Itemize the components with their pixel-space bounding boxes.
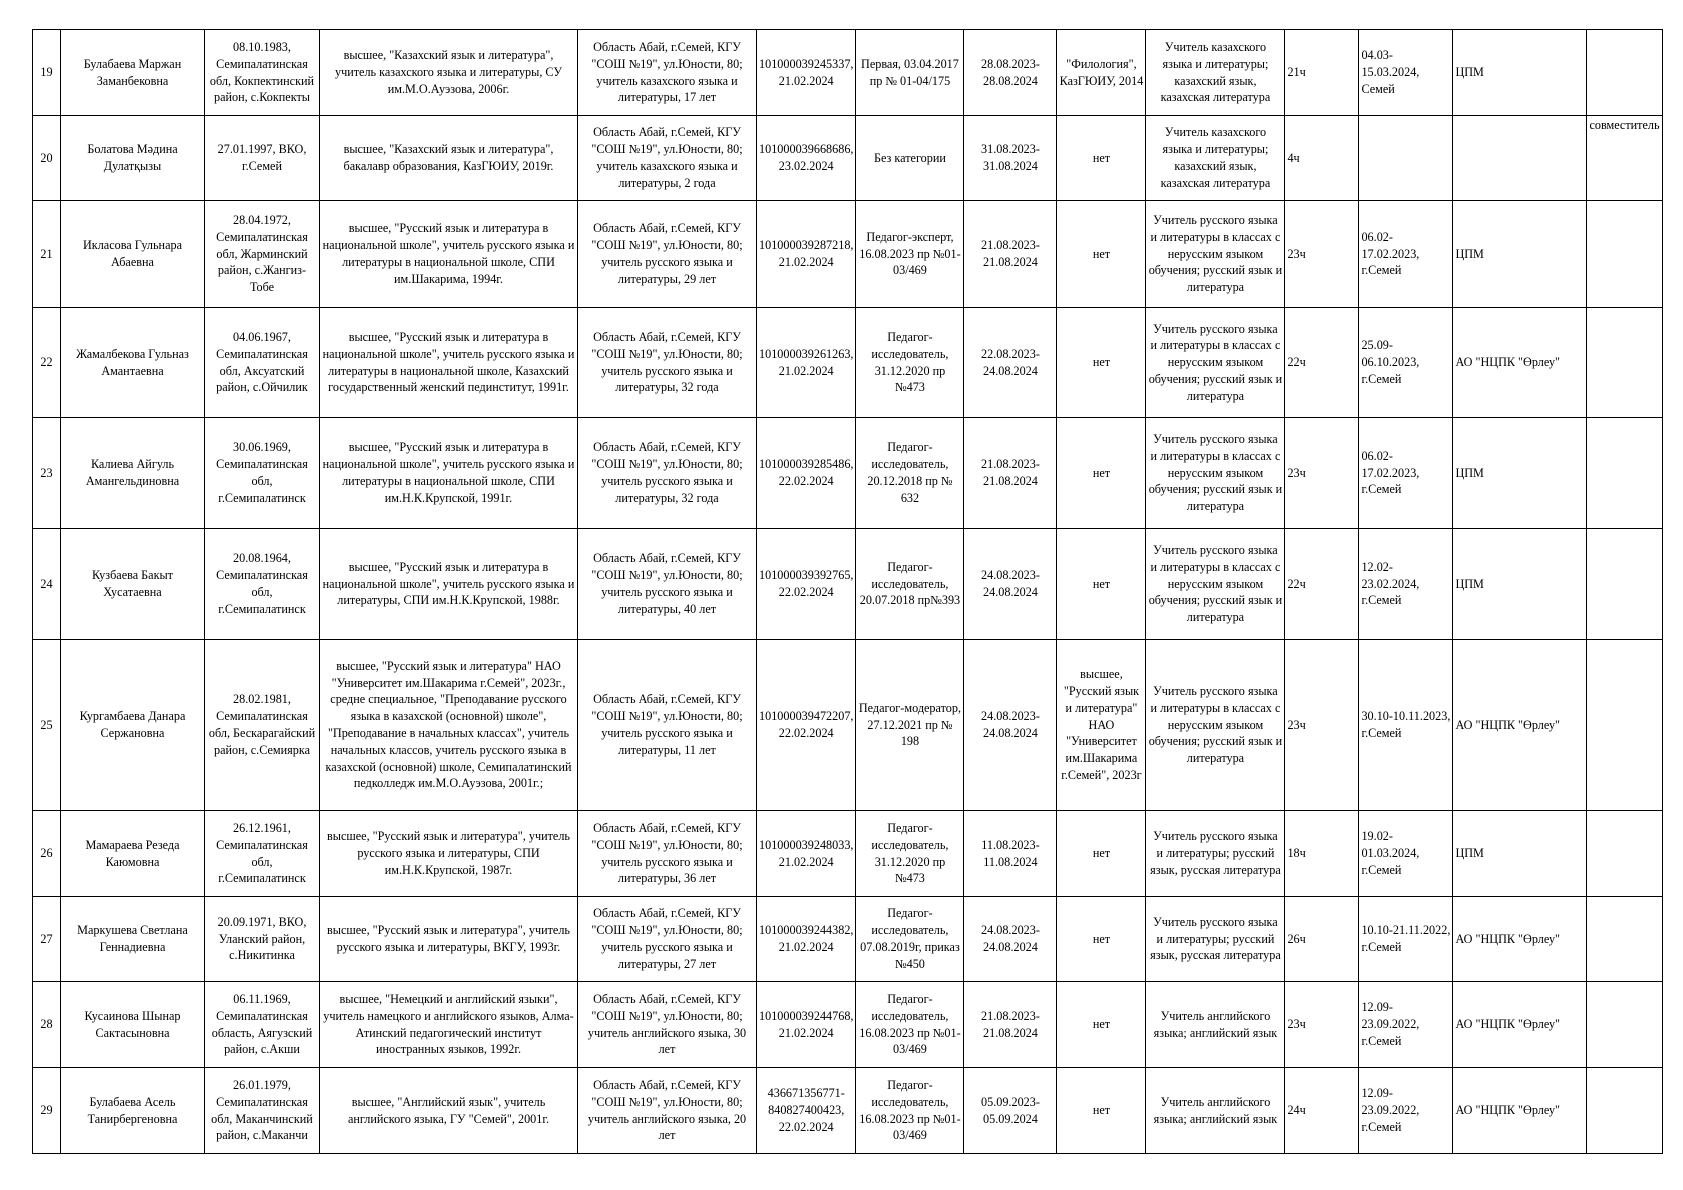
teaching-hours: 22ч (1285, 308, 1359, 418)
table-row (33, 201, 1663, 308)
birth-date-place: 20.09.1971, ВКО, Уланский район, с.Никитинка (205, 897, 320, 982)
table-row (33, 529, 1663, 640)
teaching-hours: 21ч (1285, 30, 1359, 116)
validity-period: 21.08.2023-21.08.2024 (964, 201, 1057, 308)
education: высшее, "Русский язык и литература в национальной школе", учитель русского языка и литературы в национальной школе, СПИ им.Шакарима, 1994г. (320, 201, 578, 308)
workplace: Область Абай, г.Семей, КГУ "СОШ №19", ул.Юности, 80; учитель английского языка, 20 лет (578, 1068, 757, 1154)
teacher-name: Икласова Гульнара Абаевна (61, 201, 205, 308)
course-dates: 19.02-01.03.2024, г.Семей (1359, 811, 1453, 897)
validity-period: 24.08.2023-24.08.2024 (964, 529, 1057, 640)
course-dates: 06.02-17.02.2023, г.Семей (1359, 418, 1453, 529)
note (1587, 640, 1662, 811)
validity-period: 28.08.2023-28.08.2024 (964, 30, 1057, 116)
second-education: "Филология", КазГЮИУ, 2014 (1057, 30, 1146, 116)
qualification-category: Педагог-модератор, 27.12.2021 пр № 198 (856, 640, 964, 811)
row-number: 20 (33, 116, 61, 201)
second-education: нет (1057, 529, 1146, 640)
workplace: Область Абай, г.Семей, КГУ "СОШ №19", ул.Юности, 80; учитель русского языка и литературы, 11 лет (578, 640, 757, 811)
course-dates: 12.09-23.09.2022, г.Семей (1359, 982, 1453, 1068)
note (1587, 308, 1662, 418)
row-number: 29 (33, 1068, 61, 1154)
birth-date-place: 28.04.1972, Семипалатинская обл, Жарминский район, с.Жангиз-Тобе (205, 201, 320, 308)
note: совместитель (1587, 116, 1662, 201)
validity-period: 11.08.2023-11.08.2024 (964, 811, 1057, 897)
second-education: нет (1057, 116, 1146, 201)
table-row (33, 308, 1663, 418)
note (1587, 1068, 1662, 1154)
table-row (33, 640, 1663, 811)
validity-period: 22.08.2023-24.08.2024 (964, 308, 1057, 418)
subject-taught: Учитель русского языка и литературы в классах с нерусским языком обучения; русский язык и литература (1146, 201, 1285, 308)
row-number: 21 (33, 201, 61, 308)
note (1587, 201, 1662, 308)
table-row (33, 418, 1663, 529)
teacher-name: Булабаева Асель Танирбергеновна (61, 1068, 205, 1154)
education: высшее, "Немецкий и английский языки", учитель намецкого и английского языков, Алма-Атинский педагогический институт иностранных языков, 1992г. (320, 982, 578, 1068)
document-number: 101000039245337, 21.02.2024 (757, 30, 856, 116)
workplace: Область Абай, г.Семей, КГУ "СОШ №19", ул.Юности, 80; учитель русского языка и литературы, 36 лет (578, 811, 757, 897)
validity-period: 21.08.2023-21.08.2024 (964, 982, 1057, 1068)
course-dates: 25.09-06.10.2023, г.Семей (1359, 308, 1453, 418)
document-number: 101000039261263, 21.02.2024 (757, 308, 856, 418)
teacher-name: Жамалбекова Гульназ Амантаевна (61, 308, 205, 418)
subject-taught: Учитель английского языка; английский язык (1146, 1068, 1285, 1154)
second-education: нет (1057, 982, 1146, 1068)
course-dates: 04.03-15.03.2024, Семей (1359, 30, 1453, 116)
workplace: Область Абай, г.Семей, КГУ "СОШ №19", ул.Юности, 80; учитель казахского языка и литературы, 2 года (578, 116, 757, 201)
table-row (33, 1068, 1663, 1154)
teacher-name: Маркушева Светлана Геннадиевна (61, 897, 205, 982)
second-education: нет (1057, 201, 1146, 308)
validity-period: 24.08.2023-24.08.2024 (964, 640, 1057, 811)
teaching-hours: 23ч (1285, 982, 1359, 1068)
education: высшее, "Русский язык и литература", учитель русского языка и литературы, СПИ им.Н.К.Крупской, 1987г. (320, 811, 578, 897)
teacher-name: Булабаева Маржан Заманбековна (61, 30, 205, 116)
course-dates (1359, 116, 1453, 201)
workplace: Область Абай, г.Семей, КГУ "СОШ №19", ул.Юности, 80; учитель русского языка и литературы, 40 лет (578, 529, 757, 640)
course-organization: ЦПМ (1453, 418, 1587, 529)
row-number: 26 (33, 811, 61, 897)
row-number: 23 (33, 418, 61, 529)
row-number: 22 (33, 308, 61, 418)
workplace: Область Абай, г.Семей, КГУ "СОШ №19", ул.Юности, 80; учитель русского языка и литературы, 32 года (578, 308, 757, 418)
second-education: нет (1057, 811, 1146, 897)
second-education: нет (1057, 308, 1146, 418)
education: высшее, "Русский язык и литература в национальной школе", учитель русского языка и литературы в национальной школе, Казахский государственный женский пединститут, 1991г. (320, 308, 578, 418)
table-row (33, 897, 1663, 982)
qualification-category: Без категории (856, 116, 964, 201)
workplace: Область Абай, г.Семей, КГУ "СОШ №19", ул.Юности, 80; учитель русского языка и литературы, 32 года (578, 418, 757, 529)
row-number: 25 (33, 640, 61, 811)
document-number: 436671356771-840827400423, 22.02.2024 (757, 1068, 856, 1154)
birth-date-place: 26.12.1961, Семипалатинская обл, г.Семипалатинск (205, 811, 320, 897)
qualification-category: Педагог-исследователь, 20.07.2018 пр№393 (856, 529, 964, 640)
table-row (33, 811, 1663, 897)
second-education: нет (1057, 1068, 1146, 1154)
teaching-hours: 18ч (1285, 811, 1359, 897)
education: высшее, "Казахский язык и литература", бакалавр образования, КазГЮИУ, 2019г. (320, 116, 578, 201)
table-row (33, 982, 1663, 1068)
birth-date-place: 26.01.1979, Семипалатинская обл, Маканчинский район, с.Маканчи (205, 1068, 320, 1154)
subject-taught: Учитель русского языка и литературы в классах с нерусским языком обучения; русский язык и литература (1146, 418, 1285, 529)
course-organization (1453, 116, 1587, 201)
teacher-name: Кузбаева Бакыт Хусатаевна (61, 529, 205, 640)
teacher-name: Болатова Мәдина Дулатқызы (61, 116, 205, 201)
course-dates: 06.02-17.02.2023, г.Семей (1359, 201, 1453, 308)
birth-date-place: 27.01.1997, ВКО, г.Семей (205, 116, 320, 201)
workplace: Область Абай, г.Семей, КГУ "СОШ №19", ул.Юности, 80; учитель русского языка и литературы, 29 лет (578, 201, 757, 308)
table-row (33, 116, 1663, 201)
document-number: 101000039668686, 23.02.2024 (757, 116, 856, 201)
course-organization: АО "НЦПК "Өрлеу" (1453, 308, 1587, 418)
teacher-name: Мамараева Резеда Каюмовна (61, 811, 205, 897)
row-number: 28 (33, 982, 61, 1068)
document-number: 101000039244768, 21.02.2024 (757, 982, 856, 1068)
qualification-category: Педагог-исследователь, 16.08.2023 пр №01-03/469 (856, 982, 964, 1068)
course-dates: 12.09-23.09.2022, г.Семей (1359, 1068, 1453, 1154)
education: высшее, "Русский язык и литература" НАО "Университет им.Шакарима г.Семей", 2023г., средне специальное, "Преподавание русского языка в казахской (основной) школе", "Преподавание в начальных классах", учитель начальных классов, учитель русского языка в казахской (основной) школе, Семипалатинский педколледж им.М.О.Ауэзова, 2001г.; (320, 640, 578, 811)
birth-date-place: 28.02.1981, Семипалатинская обл, Бескарагайский район, с.Семиярка (205, 640, 320, 811)
birth-date-place: 08.10.1983, Семипалатинская обл, Кокпектинский район, с.Кокпекты (205, 30, 320, 116)
course-organization: ЦПМ (1453, 529, 1587, 640)
document-number: 101000039472207, 22.02.2024 (757, 640, 856, 811)
note (1587, 897, 1662, 982)
qualification-category: Педагог-исследователь, 20.12.2018 пр № 632 (856, 418, 964, 529)
second-education: нет (1057, 897, 1146, 982)
subject-taught: Учитель английского языка; английский язык (1146, 982, 1285, 1068)
teaching-hours: 4ч (1285, 116, 1359, 201)
note (1587, 30, 1662, 116)
birth-date-place: 04.06.1967, Семипалатинская обл, Аксуатский район, с.Ойчилик (205, 308, 320, 418)
validity-period: 21.08.2023-21.08.2024 (964, 418, 1057, 529)
education: высшее, "Русский язык и литература в национальной школе", учитель русского языка и литературы, СПИ им.Н.К.Крупской, 1988г. (320, 529, 578, 640)
teaching-hours: 24ч (1285, 1068, 1359, 1154)
teacher-name: Калиева Айгуль Амангельдиновна (61, 418, 205, 529)
teaching-hours: 26ч (1285, 897, 1359, 982)
course-organization: АО "НЦПК "Өрлеу" (1453, 1068, 1587, 1154)
subject-taught: Учитель казахского языка и литературы; казахский язык, казахская литература (1146, 116, 1285, 201)
qualification-category: Педагог-исследователь, 31.12.2020 пр №473 (856, 811, 964, 897)
validity-period: 05.09.2023-05.09.2024 (964, 1068, 1057, 1154)
teacher-name: Кусаинова Шынар Сактасыновна (61, 982, 205, 1068)
row-number: 27 (33, 897, 61, 982)
course-dates: 12.02-23.02.2024, г.Семей (1359, 529, 1453, 640)
row-number: 24 (33, 529, 61, 640)
education: высшее, "Английский язык", учитель английского языка, ГУ "Семей", 2001г. (320, 1068, 578, 1154)
birth-date-place: 06.11.1969, Семипалатинская область, Аягузский район, с.Акши (205, 982, 320, 1068)
course-organization: ЦПМ (1453, 30, 1587, 116)
course-organization: ЦПМ (1453, 201, 1587, 308)
subject-taught: Учитель русского языка и литературы; русский язык, русская литература (1146, 811, 1285, 897)
note (1587, 529, 1662, 640)
validity-period: 24.08.2023-24.08.2024 (964, 897, 1057, 982)
education: высшее, "Русский язык и литература", учитель русского языка и литературы, ВКГУ, 1993г. (320, 897, 578, 982)
qualification-category: Педагог-исследователь, 16.08.2023 пр №01-03/469 (856, 1068, 964, 1154)
course-organization: АО "НЦПК "Өрлеу" (1453, 982, 1587, 1068)
document-number: 101000039392765, 22.02.2024 (757, 529, 856, 640)
qualification-category: Педагог-исследователь, 07.08.2019г, приказ №450 (856, 897, 964, 982)
validity-period: 31.08.2023-31.08.2024 (964, 116, 1057, 201)
workplace: Область Абай, г.Семей, КГУ "СОШ №19", ул.Юности, 80; учитель русского языка и литературы, 27 лет (578, 897, 757, 982)
teacher-name: Кургамбаева Данара Сержановна (61, 640, 205, 811)
note (1587, 418, 1662, 529)
teaching-hours: 23ч (1285, 640, 1359, 811)
qualification-category: Педагог-эксперт, 16.08.2023 пр №01-03/469 (856, 201, 964, 308)
course-organization: ЦПМ (1453, 811, 1587, 897)
education: высшее, "Казахский язык и литература", учитель казахского языка и литературы, СУ им.М.О.Ауэзова, 2006г. (320, 30, 578, 116)
birth-date-place: 30.06.1969, Семипалатинская обл, г.Семипалатинск (205, 418, 320, 529)
course-dates: 10.10-21.11.2022, г.Семей (1359, 897, 1453, 982)
subject-taught: Учитель русского языка и литературы в классах с нерусским языком обучения; русский язык и литература (1146, 640, 1285, 811)
document-number: 101000039244382, 21.02.2024 (757, 897, 856, 982)
workplace: Область Абай, г.Семей, КГУ "СОШ №19", ул.Юности, 80; учитель английского языка, 30 лет (578, 982, 757, 1068)
second-education: нет (1057, 418, 1146, 529)
subject-taught: Учитель русского языка и литературы; русский язык, русская литература (1146, 897, 1285, 982)
course-organization: АО "НЦПК "Өрлеу" (1453, 897, 1587, 982)
second-education: высшее, "Русский язык и литература" НАО "Университет им.Шакарима г.Семей", 2023г (1057, 640, 1146, 811)
course-organization: АО "НЦПК "Өрлеу" (1453, 640, 1587, 811)
education: высшее, "Русский язык и литература в национальной школе", учитель русского языка и литературы в национальной школе, СПИ им.Н.К.Крупской, 1991г. (320, 418, 578, 529)
table-row (33, 30, 1663, 116)
teaching-hours: 23ч (1285, 418, 1359, 529)
teaching-hours: 23ч (1285, 201, 1359, 308)
document-number: 101000039285486, 22.02.2024 (757, 418, 856, 529)
note (1587, 982, 1662, 1068)
note (1587, 811, 1662, 897)
qualification-category: Первая, 03.04.2017 пр № 01-04/175 (856, 30, 964, 116)
workplace: Область Абай, г.Семей, КГУ "СОШ №19", ул.Юности, 80; учитель казахского языка и литературы, 17 лет (578, 30, 757, 116)
teaching-hours: 22ч (1285, 529, 1359, 640)
course-dates: 30.10-10.11.2023, г.Семей (1359, 640, 1453, 811)
subject-taught: Учитель русского языка и литературы в классах с нерусским языком обучения; русский язык и литература (1146, 529, 1285, 640)
subject-taught: Учитель русского языка и литературы в классах с нерусским языком обучения; русский язык и литература (1146, 308, 1285, 418)
document-number: 101000039248033, 21.02.2024 (757, 811, 856, 897)
staff-table (32, 29, 1663, 1154)
subject-taught: Учитель казахского языка и литературы; казахский язык, казахская литература (1146, 30, 1285, 116)
birth-date-place: 20.08.1964, Семипалатинская обл, г.Семипалатинск (205, 529, 320, 640)
qualification-category: Педагог-исследователь, 31.12.2020 пр №473 (856, 308, 964, 418)
row-number: 19 (33, 30, 61, 116)
document-number: 101000039287218, 21.02.2024 (757, 201, 856, 308)
